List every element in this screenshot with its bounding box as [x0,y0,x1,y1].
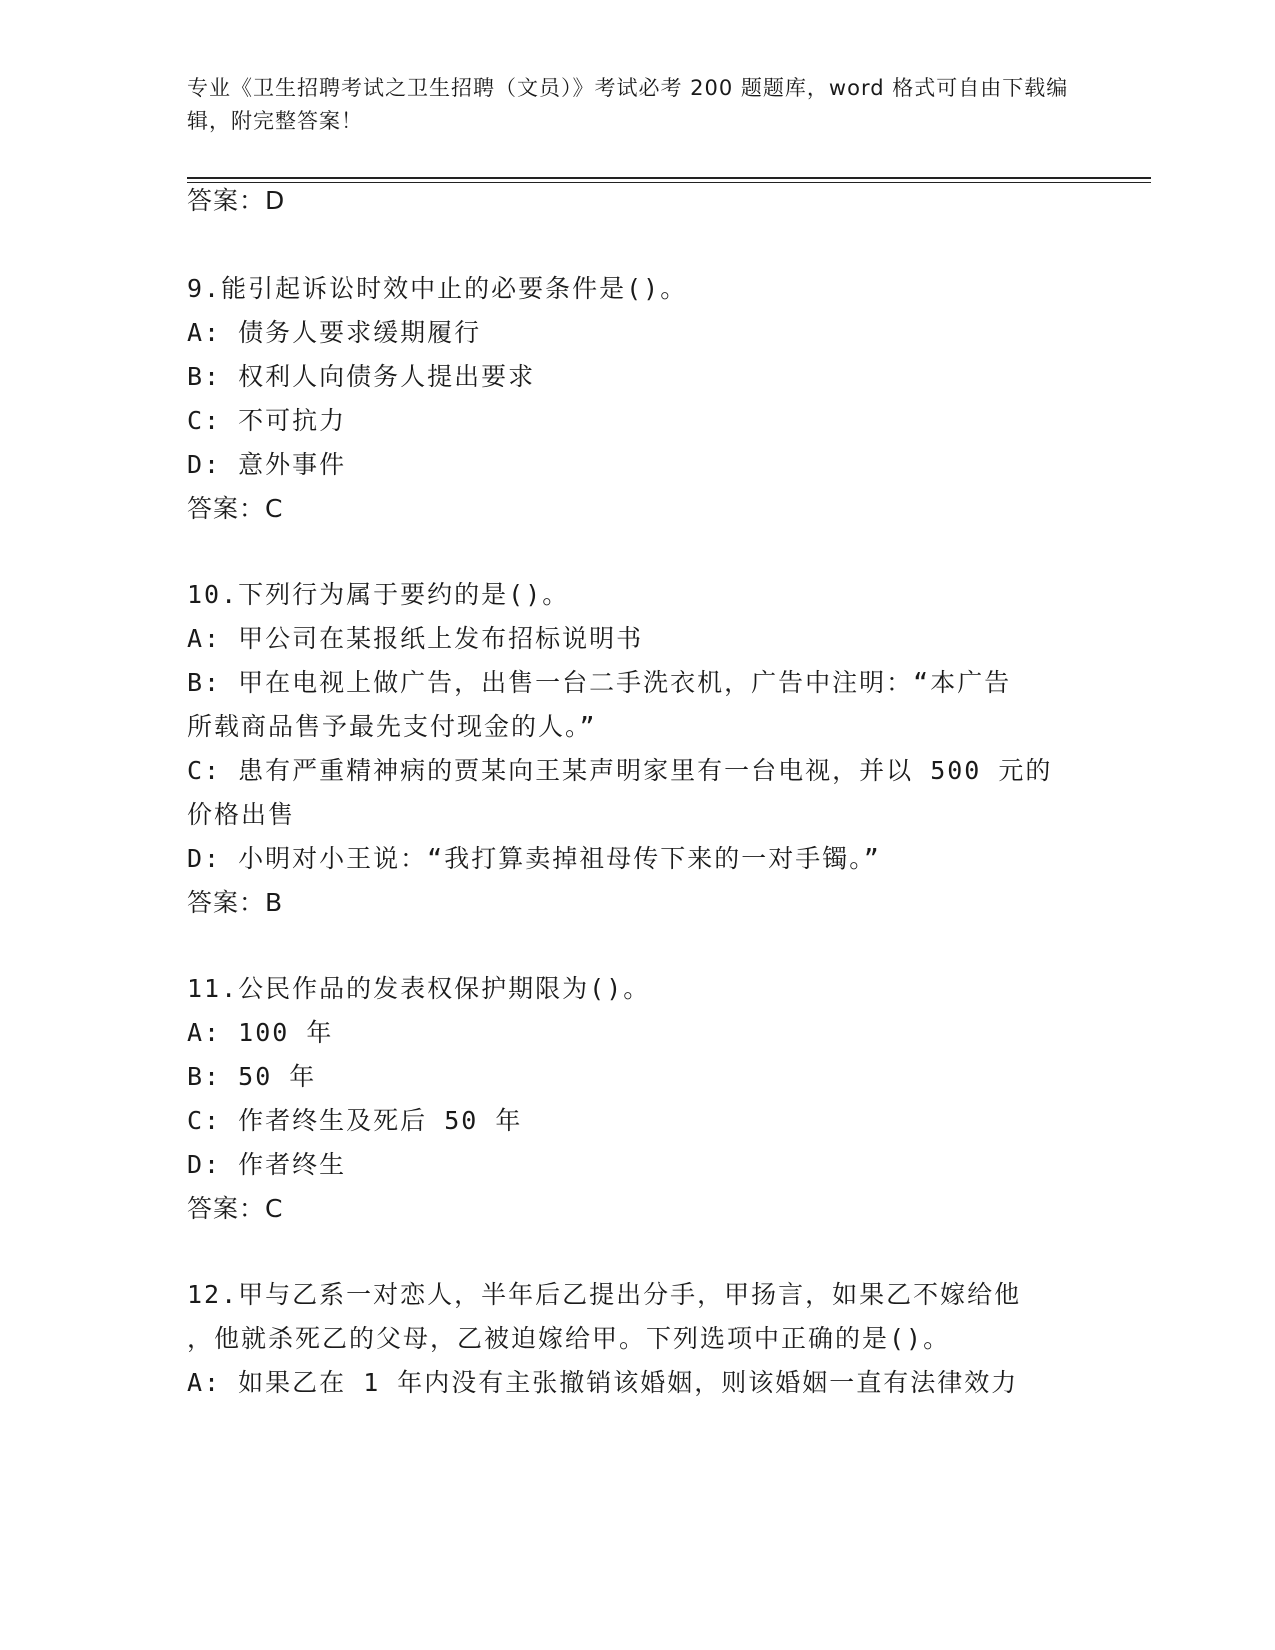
question-10-option-c-cont: 价格出售 [187,800,296,829]
question-9-answer: 答案：C [187,494,284,523]
answer-previous: 答案：D [187,186,286,215]
question-9-option-c: C: 不可抗力 [187,406,347,435]
question-12-stem-cont: ，他就杀死乙的父母，乙被迫嫁给甲。下列选项中正确的是()。 [187,1324,951,1353]
question-9-stem: 9.能引起诉讼时效中止的必要条件是()。 [187,274,688,303]
question-10-option-a: A: 甲公司在某报纸上发布招标说明书 [187,624,644,653]
question-10-option-c: C: 患有严重精神病的贾某向王某声明家里有一台电视，并以 500 元的 [187,756,1053,785]
header-rule-thick [187,177,1151,179]
question-9-option-b: B: 权利人向债务人提出要求 [187,362,536,391]
question-10-stem: 10.下列行为属于要约的是()。 [187,580,570,609]
question-11-answer: 答案：C [187,1194,284,1223]
document-header: 专业《卫生招聘考试之卫生招聘（文员）》考试必考 200 题题库，word 格式可自由下载编辑，附完整答案！ [187,76,1069,133]
question-11-option-b: B: 50 年 [187,1062,317,1091]
header-rule-thin [187,182,1151,183]
question-11-option-a: A: 100 年 [187,1018,334,1047]
question-11-stem: 11.公民作品的发表权保护期限为()。 [187,974,651,1003]
question-11-option-c: C: 作者终生及死后 50 年 [187,1106,523,1135]
question-9-option-d: D: 意外事件 [187,450,347,479]
question-9-option-a: A: 债务人要求缓期履行 [187,318,482,347]
question-10-option-d: D: 小明对小王说：“我打算卖掉祖母传下来的一对手镯。” [187,844,881,873]
question-10-answer: 答案：B [187,888,284,917]
question-11-option-d: D: 作者终生 [187,1150,347,1179]
question-10-option-b: B: 甲在电视上做广告，出售一台二手洗衣机，广告中注明：“本广告 [187,668,1012,697]
question-10-option-b-cont: 所载商品售予最先支付现金的人。” [187,712,597,741]
question-12-option-a: A: 如果乙在 1 年内没有主张撤销该婚姻，则该婚姻一直有法律效力 [187,1368,1019,1397]
question-12-stem: 12.甲与乙系一对恋人，半年后乙提出分手，甲扬言，如果乙不嫁给他 [187,1280,1022,1309]
